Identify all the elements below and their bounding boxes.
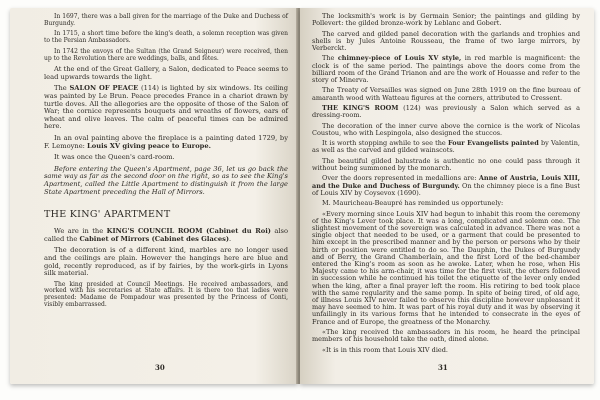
- paragraph-salon-of-peace: [44, 85, 288, 131]
- text: We are in the: [54, 227, 107, 236]
- paragraph-chimney-piece: [312, 55, 580, 84]
- text: in red marble is magnificent: the clock is of the same period. The paintings above the doors come from the billiard room of the Grand Trianon and are the work of Houasse and refer to the story of Minerva.: [312, 54, 580, 84]
- quotation: «Every morning since Louis XIV had begun to inhabit this room the ceremony of the King's Lever took place. It was a long, complicated and solemn one. The slightest movement of the sovereign was calculated in advance. There was not a single object that needed to be used, or a garment that could be presented to him except in the prescribed manner and by the person or persons who by their birth or position were entitled to do so. The Dauphin, the Dukes of Burgundy and of Berry, the Grand Chamberlain, and the first Lord of the bed-chamber entered the King's room as soon as he awoke. Later, when he rose, when His Majesty came to his arm-chair, it was time for the first visit, the others followed in succession while he continued his toilet the etiquette of the lever only ended when the king, after a final prayer left the room. His retiring to bed took place with the same regularity and the same pomp. In spite of being tired, of old age, of illness Louis XIV never failed to observe this discipline however unpleasant it may have seemed to him. It was part of his royal duty and it was by observing it unfailingly in its various forms that he intended to consecrate in the eyes of France and of Europe, the greatness of the Monarchy.: [312, 209, 580, 326]
- paragraph: [312, 140, 580, 154]
- section-heading: THE KING' APARTMENT: [44, 209, 171, 221]
- text: The: [54, 84, 70, 93]
- paragraph: The carved and gilded panel decoration with the garlands and trophies and shells is by Jules Antoine Rousseau, the frame of two large mirrors, by Verberckt.: [312, 29, 580, 52]
- paragraph: The decoration of the inner curve above the cornice is the work of Nicolas Coustou, who with Lespingola, also designed the stuccos.: [312, 121, 580, 137]
- paragraph: The Treaty of Versailles was signed on June 28th 1919 on the fine bureau of amaranth wood with Watteau figures at the corners, attributed to Cressent.: [312, 86, 580, 102]
- paragraph: [44, 135, 288, 150]
- quotation: «It is in this room that Louis XIV died.: [322, 345, 448, 354]
- paragraph: In 1742 the envoys of the Sultan (the Grand Seigneur) were received, then up to the Revolution there are weddings, balls, and fêtes.: [44, 47, 288, 62]
- paragraph-council-room: [44, 228, 288, 243]
- text: The: [322, 54, 338, 63]
- italic-note: Before entering the Queen's Apartment, page 36, let us go back the same way as far as the second door on the right, so as to see the King's Apartment, called the Little Apartment to distinguish it from the large State Apartment preceding the Hall of Mirrors.: [44, 164, 288, 196]
- paragraph: The king presided at Council Meetings. He received ambassadors, and worked with his secretaries at State affairs. It is there too that ladies were presented: Madame de Pompadour was presented by the Princess of Conti, visibly embarrassed.: [44, 280, 288, 308]
- right-page-text: [312, 13, 580, 357]
- bold-text: SALON OF PEACE: [69, 84, 139, 93]
- text: also called the: [44, 227, 288, 243]
- paragraph: M. Mauricheau-Beaupré has reminded us opportunely:: [322, 199, 504, 208]
- paragraph: The decoration is of a different kind, marbles are no longer used and the ceilings are plain. However the hangings here are blue and gold, recently reproduced, as if by fairies, by the work-girls in Lyons silk material.: [44, 246, 288, 278]
- bold-text: THE KING'S ROOM: [322, 103, 399, 112]
- text: Over the doors represented in medallions are:: [322, 174, 479, 183]
- bold-text: Cabinet of Mirrors (Cabinet des Glaces): [79, 234, 230, 243]
- left-page: [10, 8, 298, 384]
- text: On the chimney piece is a fine Bust of Louis XIV by Coysevox (1690).: [312, 181, 580, 197]
- bold-text: KING'S COUNCIL ROOM (Cabinet du Roi): [106, 227, 271, 236]
- text: (124) was previously a Salon which served as a dressing-room.: [312, 103, 581, 120]
- paragraph: The beautiful gilded balustrade is authentic no one could pass through it without being summoned by the monarch.: [312, 156, 580, 172]
- bold-text: chimney-piece of Louis XV style,: [337, 54, 462, 63]
- bold-text: Four Evangelists painted: [447, 139, 539, 148]
- page-number: 30: [155, 363, 165, 372]
- paragraph-kings-room: [312, 105, 580, 119]
- left-page-text: [44, 14, 288, 313]
- bold-text: Anne of Austria, Louis XIII, and the Duke and Duchess of Burgundy.: [312, 174, 580, 190]
- paragraph: At the end of the Great Gallery, a Salon, dedicated to Peace seems to lead upwards towards the light.: [44, 65, 288, 81]
- paragraph: The locksmith's work is by Germain Senior; the paintings and gilding by Pollevert: the gilded bronze-work by Leblanc and Gobert.: [312, 12, 580, 28]
- paragraph: It was once the Queen's card-room.: [54, 153, 175, 162]
- text: It is worth stopping awhile to see the: [322, 139, 448, 148]
- text: (114) is lighted by six windows. Its ceiling was painted by Le Brun. Peace precedes France in a chariot drawn by turtle doves. All the allegories are the opposite of those of the Salon of War; the cornice represents bouquets and wreaths of flowers, ears of wheat and olive leaves. The calm of peaceful times can be admired here.: [44, 84, 288, 131]
- paragraph: In 1697, there was a ball given for the marriage of the Duke and Duchess of Burgundy.: [44, 13, 288, 27]
- text: .: [229, 234, 232, 243]
- text: In an oval painting above the fireplace is a painting dated 1729, by F. Lemoyne:: [44, 133, 288, 150]
- bold-text: Louis XV giving peace to Europe.: [87, 141, 211, 150]
- paragraph: In 1715, a short time before the king's death, a solemn reception was given to the Persian Ambassadors.: [44, 30, 288, 45]
- quotation: «The king received the ambassadors in his room, he heard the principal members of his household take the oath, dined alone.: [312, 327, 580, 344]
- right-page: [300, 8, 594, 384]
- paragraph: [312, 175, 580, 197]
- page-number: 31: [438, 363, 448, 372]
- text: by Valentin, as well as the carved and gilded wainscots.: [312, 139, 580, 155]
